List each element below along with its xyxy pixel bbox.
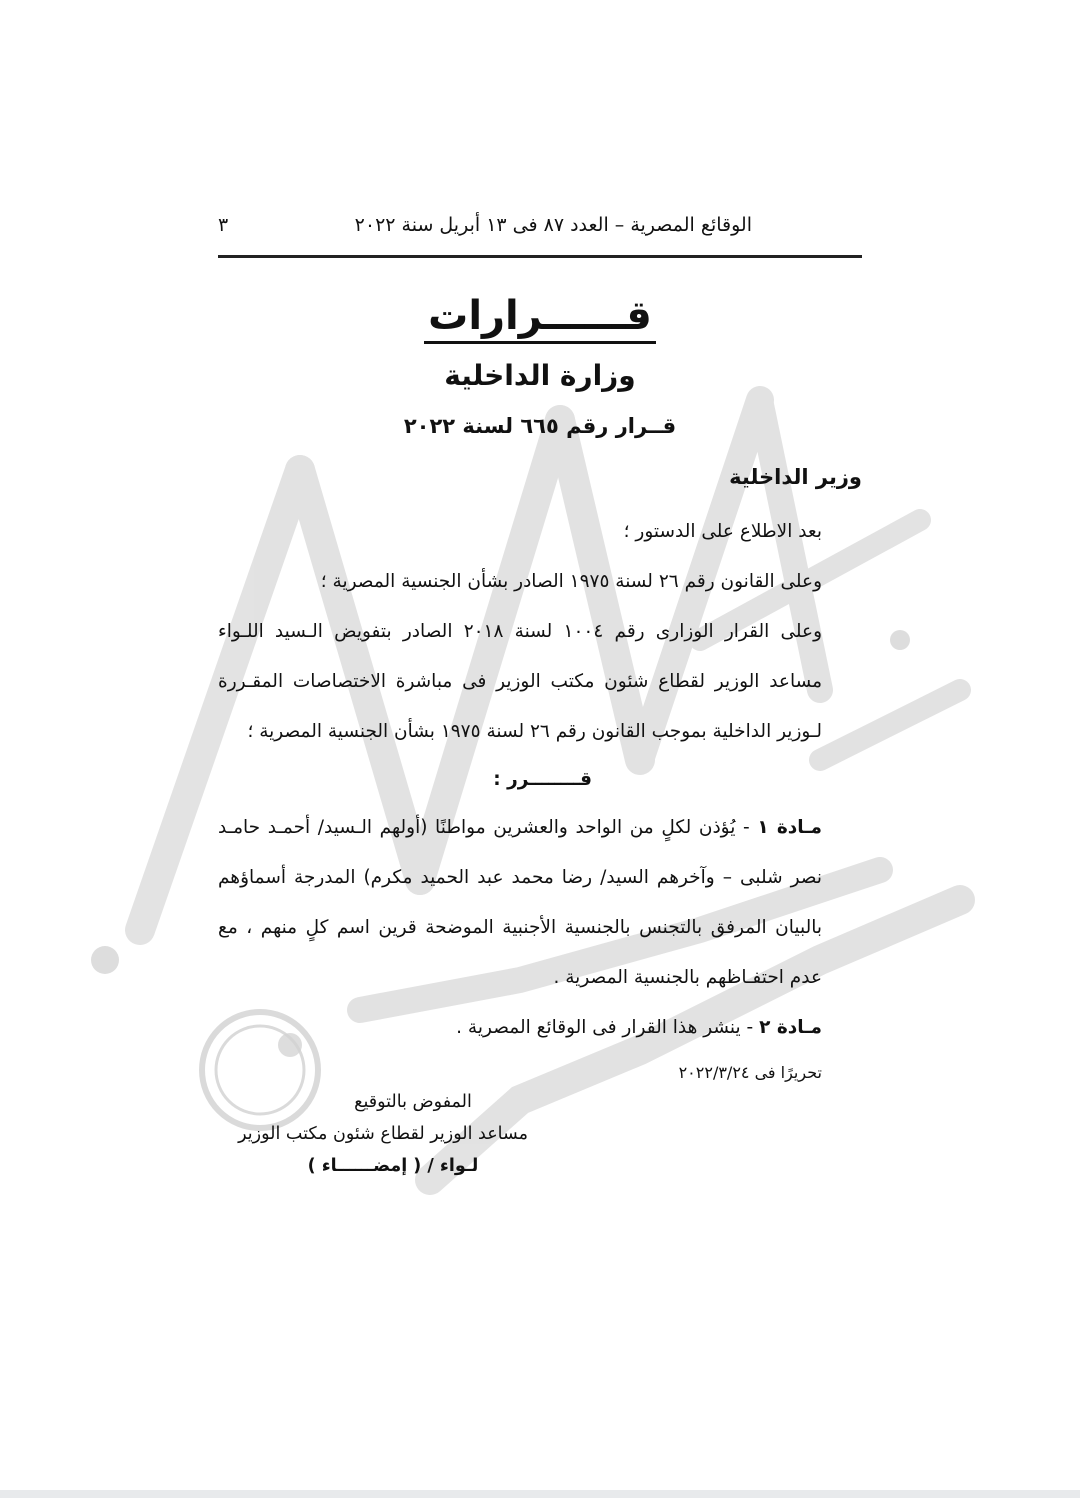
decides-label: قــــــــرر	[507, 769, 592, 790]
ministry-name: وزارة الداخلية	[444, 359, 636, 392]
section-title-text: قــــــرارات	[424, 293, 656, 344]
article-label: مـادة ١	[757, 817, 822, 838]
issue-date: تحريرًا فى ٢٠٢٢/٣/٢٤	[678, 1063, 822, 1082]
section-title	[0, 288, 1080, 344]
decree-body	[218, 507, 862, 1093]
decides-colon: :	[493, 769, 508, 790]
article-text: - يُؤذن لكلٍ من الواحد والعشرين مواطنًا (أولهم الـسيد/ أحمـد حامـد نصر شلبى – وآخرهم السيد/ رضا محمد عبد الحميد مكرم) المدرجة أسماؤهم بالبيان المرفق بالتجنس بالجنسية الأجنبية الموضحة قرين اسم كلٍ منهم ، مع عدم احتفـاظهم بالجنسية المصرية .	[218, 817, 822, 988]
running-title: الوقائع المصرية – العدد ٨٧ فى ١٣ أبريل سنة ٢٠٢٢	[354, 214, 752, 236]
decree-number: قــرار رقم ٦٦٥ لسنة ٢٠٢٢	[403, 414, 677, 438]
preamble-line: وعلى القرار الوزارى رقم ١٠٠٤ لسنة ٢٠١٨ الصادر بتفويض الـسيد اللـواء مساعد الوزير لقطاع شئون مكتب الوزير فى مباشرة الاختصاصات المقـررة لـوزير الداخلية بموجب القانون رقم ٢٦ لسنة ١٩٧٥ بشأن الجنسية المصرية ؛	[218, 621, 823, 742]
decides-heading	[218, 757, 862, 803]
article	[218, 1003, 862, 1053]
addressee: وزير الداخلية	[729, 465, 862, 489]
running-header	[218, 208, 862, 242]
header-divider	[218, 255, 862, 258]
signature-block	[218, 1086, 528, 1182]
article-text: - ينشر هذا القرار فى الوقائع المصرية .	[456, 1017, 760, 1038]
signature-authority: المفوض بالتوقيع	[354, 1092, 472, 1112]
page-number: ٣	[218, 214, 229, 236]
article	[218, 803, 862, 1003]
page-bottom-edge	[0, 1490, 1080, 1498]
signature-position: مساعد الوزير لقطاع شئون مكتب الوزير	[238, 1124, 528, 1144]
preamble-line: بعد الاطلاع على الدستور ؛	[623, 521, 822, 542]
preamble-line: وعلى القانون رقم ٢٦ لسنة ١٩٧٥ الصادر بشأن الجنسية المصرية ؛	[320, 571, 822, 592]
signature-line	[218, 1150, 528, 1182]
signature-signed: ( إمضــــــاء )	[307, 1156, 422, 1176]
article-label: مـادة ٢	[759, 1017, 822, 1038]
signature-rank: لـواء /	[427, 1156, 479, 1176]
